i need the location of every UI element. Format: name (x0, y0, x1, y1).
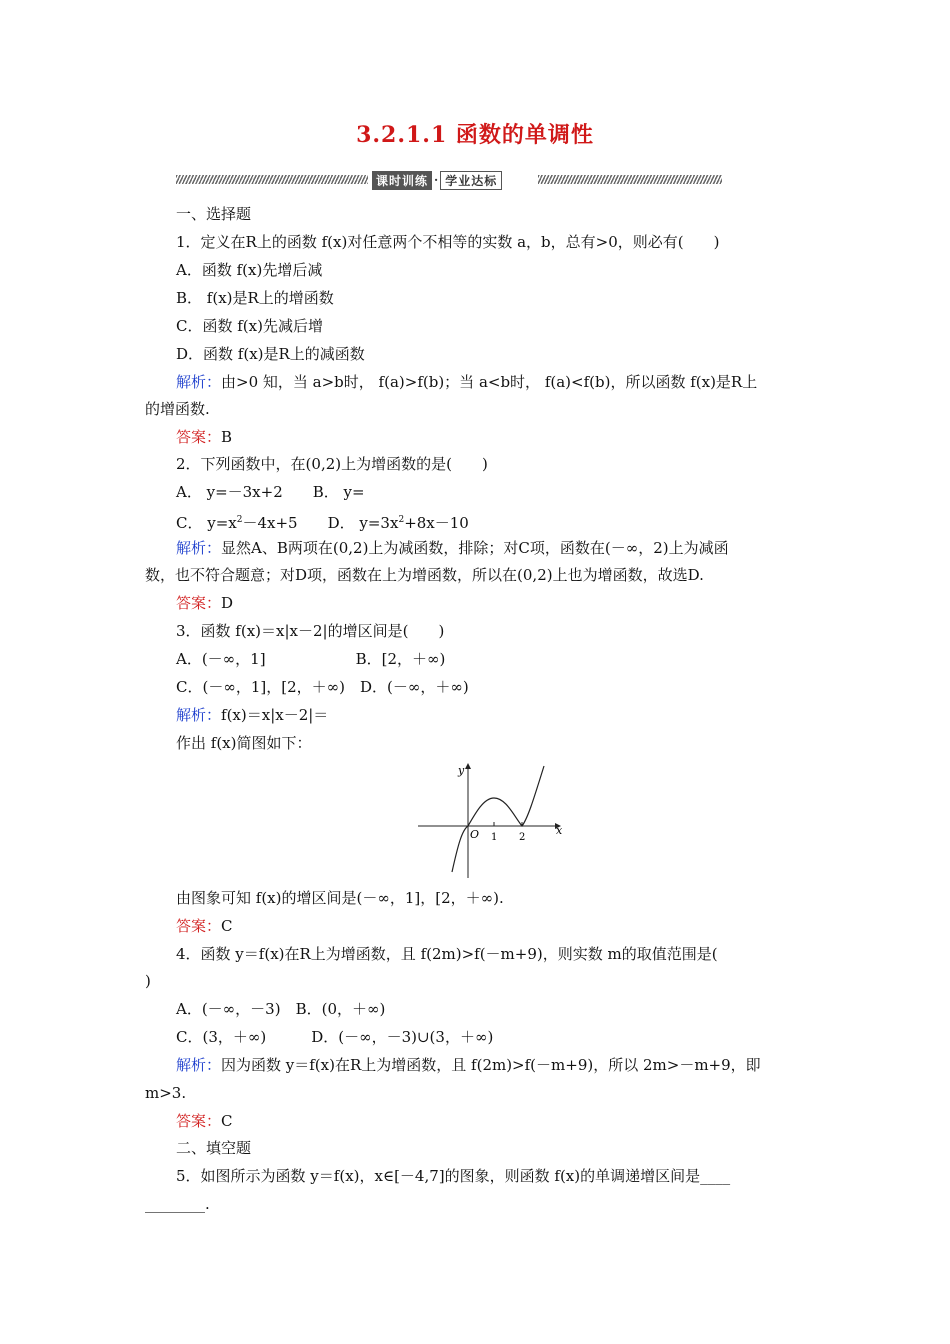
function-curve (452, 766, 544, 872)
banner-hatch-left (176, 175, 368, 184)
question-4-stem-cont: ) (145, 972, 151, 990)
function-graph (418, 760, 570, 880)
question-1-analysis-cont: 的增函数. (145, 400, 210, 418)
answer-value: C (221, 917, 233, 935)
answer-value: B (221, 428, 233, 446)
question-3-answer (176, 915, 233, 937)
question-1-option-b: B． f(x)是R上的增函数 (176, 289, 334, 307)
banner-label-1: 课时训练 (372, 171, 432, 190)
analysis-text: 因为函数 y＝f(x)在R上为增函数，且 f(2m)>f(－m+9)，所以 2m>－m+9，即 (221, 1056, 761, 1074)
question-3-graph-conclusion: 由图象可知 f(x)的增区间是(－∞，1]，[2，＋∞). (176, 889, 504, 907)
question-1-option-c: C．函数 f(x)先减后增 (176, 317, 323, 335)
question-4-options-ab: A．(－∞，－3) B．(0，＋∞) (176, 1000, 386, 1018)
origin-label: O (470, 828, 480, 841)
question-3-options-cd: C．(－∞，1]，[2，＋∞) D．(－∞，＋∞) (176, 678, 469, 696)
answer-label: 答案： (176, 428, 222, 446)
question-2-options-cd (176, 509, 469, 534)
section-heading: 一、选择题 (176, 205, 252, 223)
tick-label-2: 2 (519, 832, 526, 843)
answer-label: 答案： (176, 1112, 222, 1130)
question-3-options-ab: A．(－∞，1] B．[2，＋∞) (176, 650, 446, 668)
answer-value: C (221, 1112, 233, 1130)
question-2-options-ab: A． y=－3x+2 B． y= (176, 483, 365, 501)
question-4-analysis (176, 1054, 761, 1076)
answer-label: 答案： (176, 917, 222, 935)
option-c-part2: －4x+5 D． y=3x (242, 514, 399, 532)
x-axis-label: x (556, 824, 563, 837)
question-4-answer (176, 1110, 233, 1132)
page-title: 3.2.1.1 函数的单调性 (356, 122, 594, 148)
banner-hatch-right (538, 175, 722, 184)
y-axis-label: y (458, 764, 465, 777)
question-2-analysis (176, 537, 729, 559)
analysis-label: 解析： (176, 373, 222, 391)
exponent: 2 (236, 515, 243, 525)
question-4-options-cd: C．(3，＋∞) D．(－∞，－3)∪(3，＋∞) (176, 1028, 494, 1046)
analysis-label: 解析： (176, 539, 222, 557)
question-2-stem: 2．下列函数中，在(0,2)上为增函数的是( ) (176, 455, 488, 473)
question-2-answer (176, 592, 233, 614)
question-3-analysis (176, 704, 328, 726)
analysis-text: 显然A、B两项在(0,2)上为减函数，排除；对C项，函数在(－∞，2)上为减函 (221, 539, 729, 557)
question-4-stem: 4．函数 y＝f(x)在R上为增函数，且 f(2m)>f(－m+9)，则实数 m的取值范围是( (176, 945, 718, 963)
question-1-answer (176, 426, 232, 448)
question-1-option-a: A．函数 f(x)先增后减 (176, 261, 323, 279)
question-1-option-d: D．函数 f(x)是R上的减函数 (176, 345, 365, 363)
banner-dot: · (434, 173, 439, 187)
question-4-analysis-cont: m>3. (145, 1084, 187, 1102)
analysis-text: f(x)＝x|x－2|＝ (221, 706, 329, 724)
question-3-graph-intro: 作出 f(x)简图如下： (176, 734, 312, 752)
exponent: 2 (398, 515, 405, 525)
question-1-stem: 1．定义在R上的函数 f(x)对任意两个不相等的实数 a，b，总有>0，则必有( ) (176, 233, 720, 251)
analysis-label: 解析： (176, 1056, 222, 1074)
section-banner (176, 170, 722, 190)
section-heading-2: 二、填空题 (176, 1139, 252, 1157)
analysis-label: 解析： (176, 706, 222, 724)
answer-label: 答案： (176, 594, 222, 612)
banner-label-2: 学业达标 (440, 171, 502, 190)
question-5-stem: 5．如图所示为函数 y＝f(x)，x∈[－4,7]的图象，则函数 f(x)的单调递增区间是____ (176, 1167, 731, 1185)
banner-badge (372, 171, 502, 189)
question-3-stem: 3．函数 f(x)＝x|x－2|的增区间是( ) (176, 622, 445, 640)
question-2-analysis-cont: 数，也不符合题意；对D项，函数在上为增函数，所以在(0,2)上也为增函数，故选D. (145, 566, 704, 584)
question-5-stem-cont: ________. (145, 1195, 210, 1213)
answer-value: D (221, 594, 234, 612)
option-d-part: +8x－10 (404, 514, 469, 532)
option-c-part1: C． y=x (176, 514, 237, 532)
tick-label-1: 1 (491, 832, 498, 843)
question-1-analysis (176, 371, 757, 393)
analysis-text: 由>0 知，当 a>b时， f(a)>f(b)；当 a<b时， f(a)<f(b)，所以函数 f(x)是R上 (221, 373, 758, 391)
